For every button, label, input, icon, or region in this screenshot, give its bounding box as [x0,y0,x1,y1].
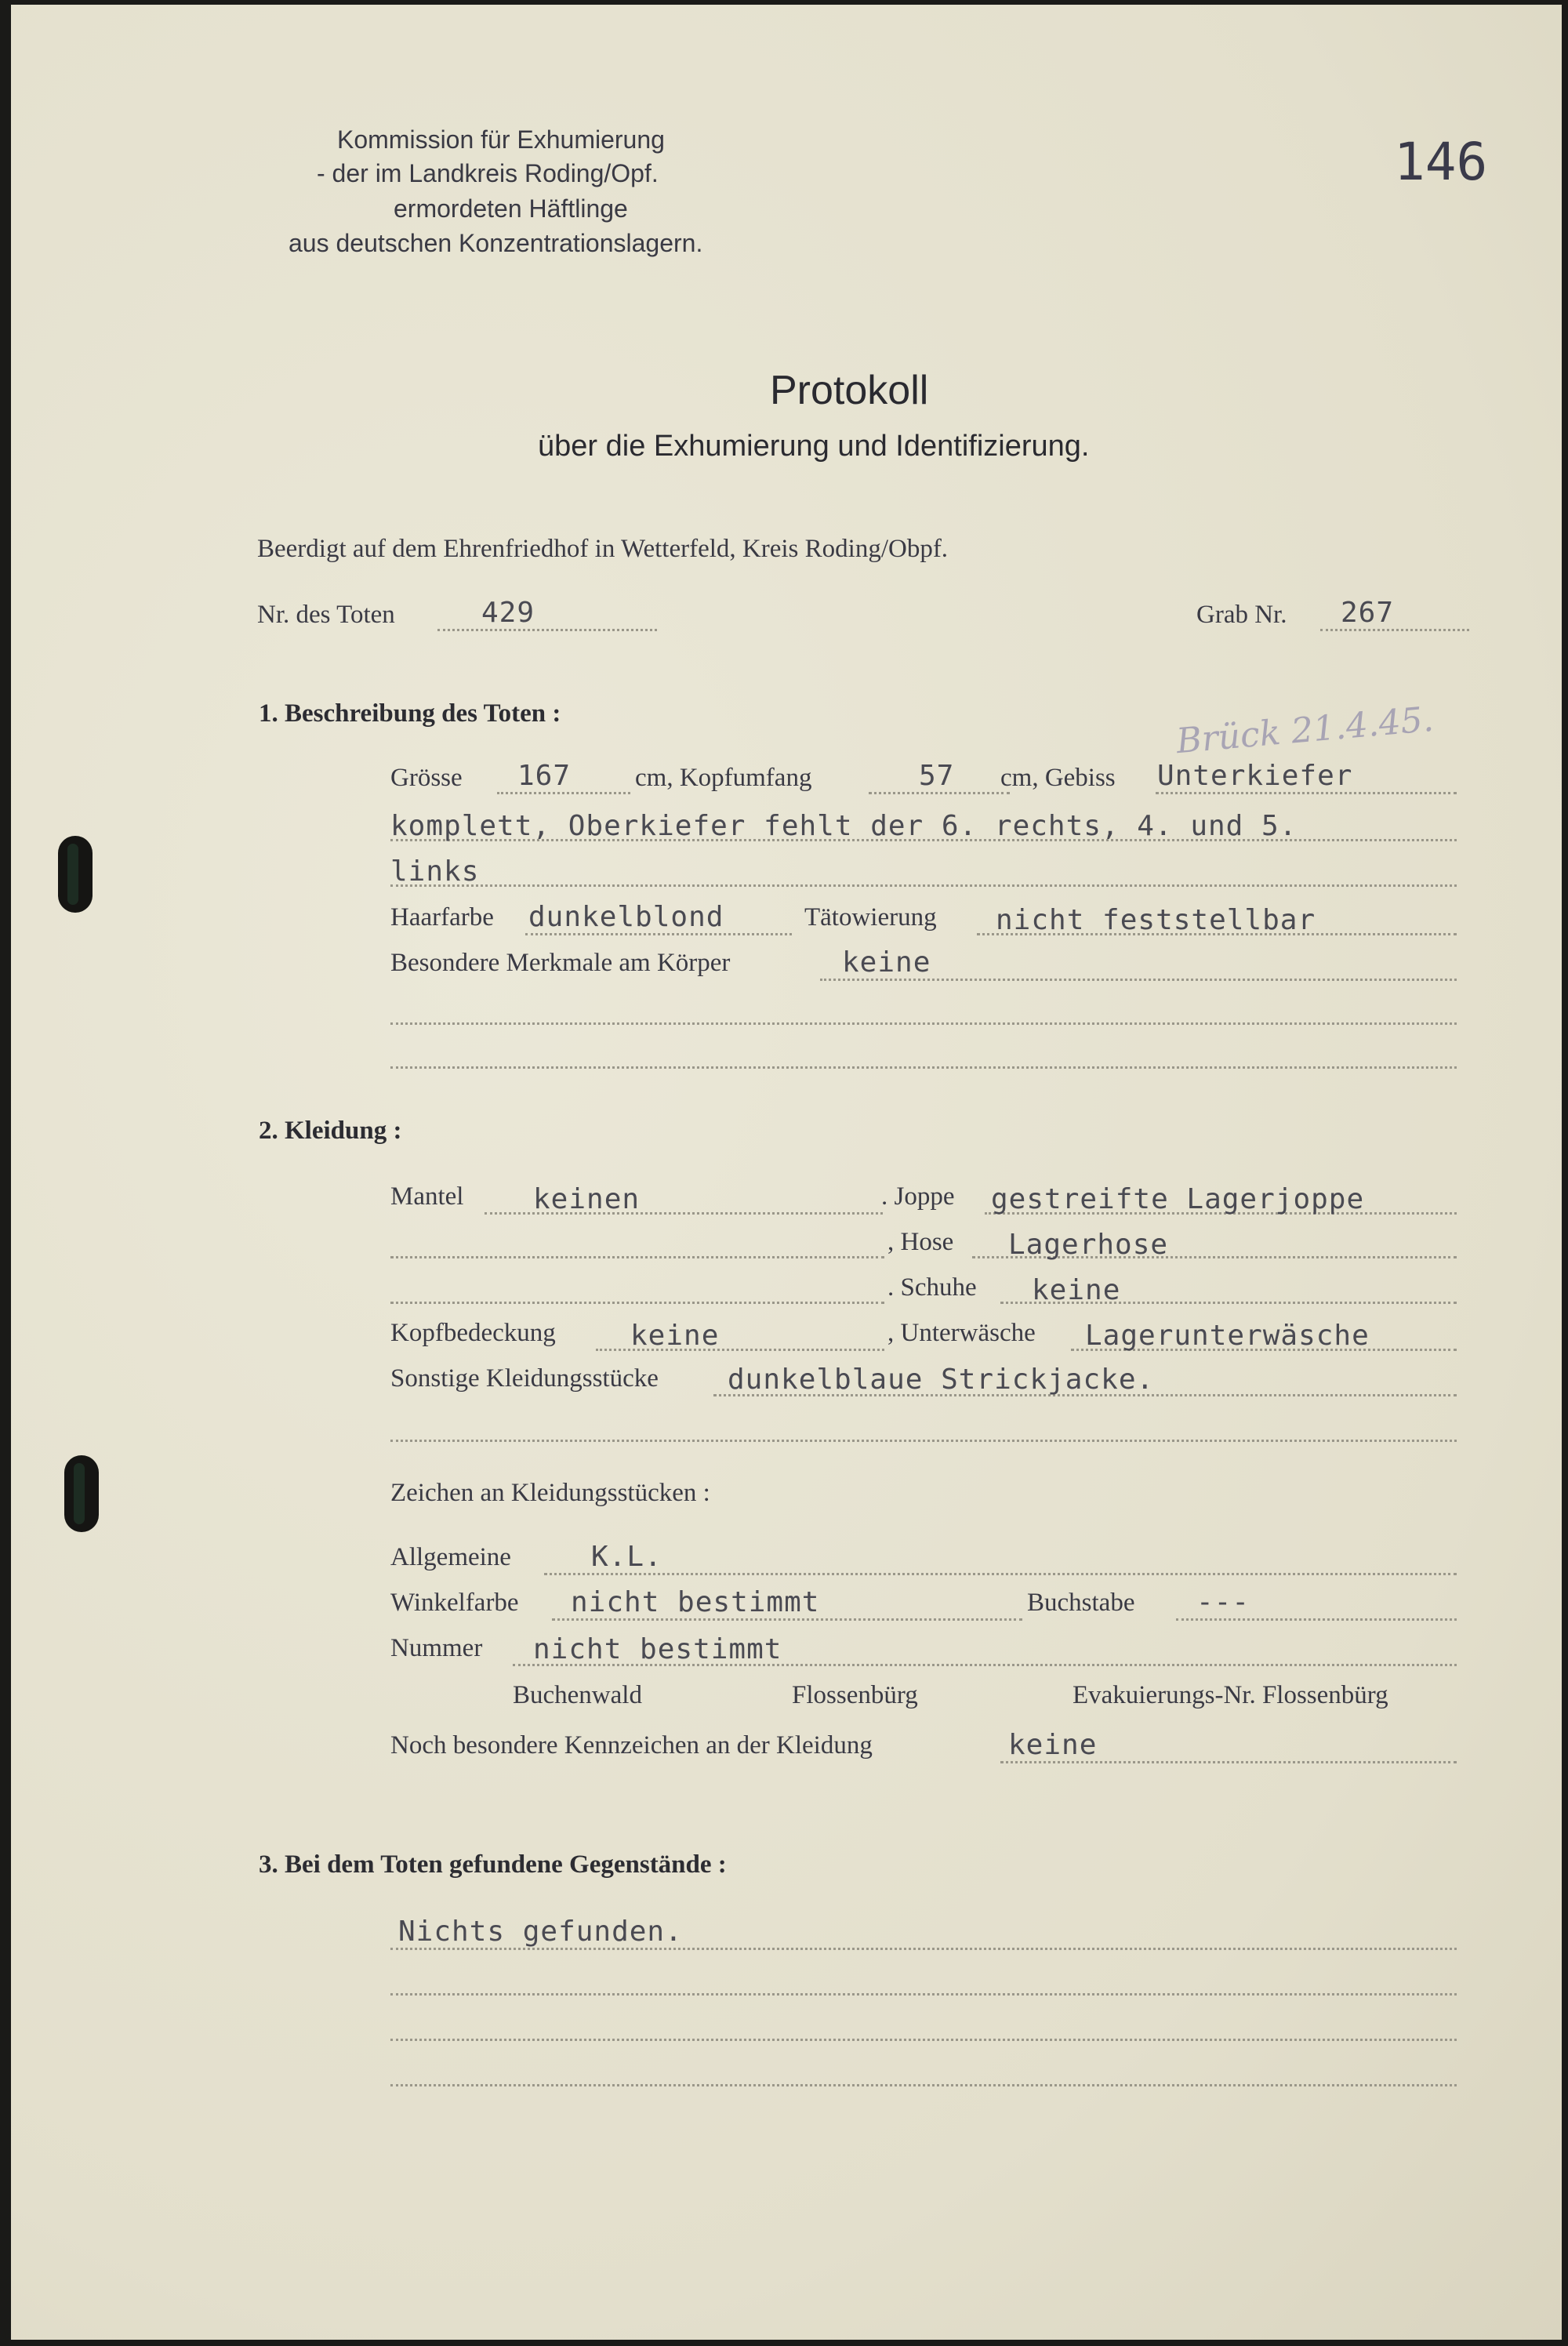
groesse-value: 167 [517,760,572,792]
flossenbuerg-label: Flossenbürg [792,1681,918,1709]
grab-value: 267 [1341,597,1395,629]
gebiss-value: Unterkiefer [1157,760,1353,792]
hose-value: Lagerhose [1008,1229,1169,1261]
toten-dots [437,629,657,631]
document-page [11,5,1562,2340]
buchstabe-label: Buchstabe [1027,1589,1135,1617]
merkmale-label: Besondere Merkmale am Körper [390,949,731,977]
section-3-dots-1 [390,1948,1457,1950]
page-subtitle: über die Exhumierung und Identifizierung. [538,430,1090,463]
allgemeine-value: K.L. [591,1541,662,1573]
winkelfarbe-dots [552,1618,1022,1621]
winkelfarbe-label: Winkelfarbe [390,1589,519,1617]
noch-dots [1000,1761,1457,1763]
noch-value: keine [1008,1729,1098,1761]
section-2-heading: 2. Kleidung : [259,1117,402,1145]
gebiss-dots [1156,792,1457,794]
schuhe-label: . Schuhe [887,1273,977,1302]
merkmale-extra-dots-1 [390,1022,1457,1025]
gebiss-line3-dots [390,884,1457,887]
grab-dots [1320,629,1469,631]
punch-hole-bottom [64,1455,99,1532]
taetowierung-value: nicht feststellbar [996,904,1316,936]
punch-hole-top [58,836,93,913]
kopfbedeckung-value: keine [630,1320,720,1352]
joppe-value: gestreifte Lagerjoppe [991,1183,1365,1215]
taetowierung-label: Tätowierung [804,903,937,932]
merkmale-value: keine [842,946,931,979]
merkmale-extra-dots-2 [390,1066,1457,1069]
evakuierungs-label: Evakuierungs-Nr. Flossenbürg [1073,1681,1388,1709]
haarfarbe-value: dunkelblond [528,901,724,933]
section-3-dots-4 [390,2084,1457,2086]
toten-label: Nr. des Toten [257,601,395,629]
header-line-3: ermordeten Häftlinge [394,194,628,223]
unterwaesche-value: Lagerunterwäsche [1085,1320,1370,1352]
gebiss-label: cm, Gebiss [1000,764,1116,792]
kopfumfang-dots [869,792,1010,794]
nummer-value: nicht bestimmt [533,1633,782,1665]
groesse-dots [497,792,630,794]
header-line-4: aus deutschen Konzentrationslagern. [289,229,703,257]
section-3-value: Nichts gefunden. [398,1916,683,1948]
zeichen-label: Zeichen an Kleidungsstücken : [390,1479,710,1507]
winkelfarbe-value: nicht bestimmt [571,1586,820,1618]
kopfumfang-label: cm, Kopfumfang [635,764,812,792]
haarfarbe-label: Haarfarbe [390,903,494,932]
sonstige-extra-dots [390,1440,1457,1442]
page-number: 146 [1394,132,1488,192]
sonstige-value: dunkelblaue Strickjacke. [728,1364,1155,1396]
section-3-dots-3 [390,2039,1457,2041]
unterwaesche-label: , Unterwäsche [887,1319,1036,1347]
nummer-label: Nummer [390,1634,483,1662]
section-3-heading: 3. Bei dem Toten gefundene Gegenstände : [259,1850,727,1879]
buchenwald-label: Buchenwald [513,1681,642,1709]
toten-value: 429 [481,597,535,629]
schuhe-left-dots [390,1302,884,1304]
header-line-1: Kommission für Exhumierung [337,125,665,154]
haarfarbe-dots [525,933,792,935]
groesse-label: Grösse [390,764,463,792]
allgemeine-label: Allgemeine [390,1543,511,1571]
merkmale-dots [820,979,1457,981]
burial-line: Beerdigt auf dem Ehrenfriedhof in Wetterfeld, Kreis Roding/Obpf. [257,535,949,563]
kopfbedeckung-label: Kopfbedeckung [390,1319,556,1347]
gebiss-line3: links [390,855,480,888]
noch-label: Noch besondere Kennzeichen an der Kleidung [390,1731,873,1760]
gebiss-line2: komplett, Oberkiefer fehlt der 6. rechts, 4. und 5. [390,810,1298,842]
mantel-value: keinen [533,1183,641,1215]
mantel-label: Mantel [390,1182,464,1211]
page-title: Protokoll [770,368,929,413]
hose-left-dots [390,1256,884,1258]
header-line-2: - der im Landkreis Roding/Opf. [317,159,659,187]
joppe-label: . Joppe [881,1182,955,1211]
section-3-dots-2 [390,1993,1457,1996]
section-1-heading: 1. Beschreibung des Toten : [259,699,561,728]
buchstabe-value: --- [1196,1586,1250,1618]
sonstige-label: Sonstige Kleidungsstücke [390,1364,659,1393]
handwritten-note: Brück 21.4.45. [1174,699,1436,762]
schuhe-value: keine [1032,1274,1121,1306]
grab-label: Grab Nr. [1196,601,1287,629]
buchstabe-dots [1176,1618,1457,1621]
hose-label: , Hose [887,1228,954,1256]
allgemeine-dots [544,1573,1457,1575]
kopfumfang-value: 57 [919,760,955,792]
